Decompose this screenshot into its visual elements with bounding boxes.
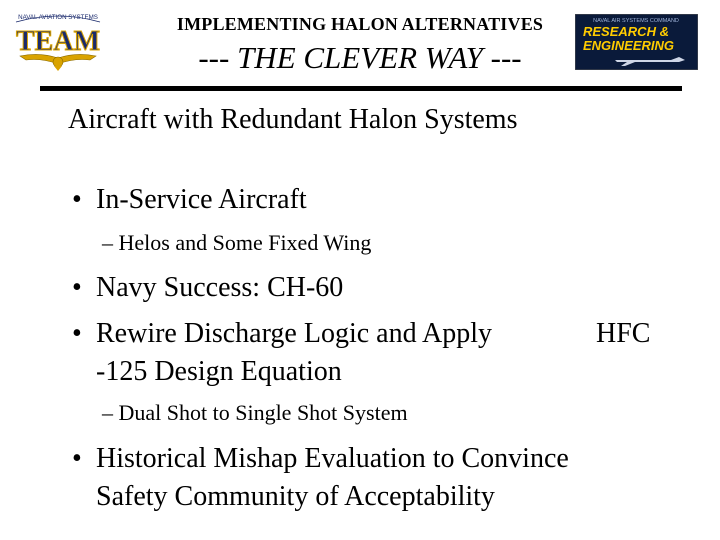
bullet-marker: • <box>72 272 82 303</box>
header-divider <box>40 86 682 91</box>
bullet-item-4 <box>72 440 569 516</box>
bullet-item-2 <box>72 269 343 307</box>
bullet-text-continued: -125 Design Equation <box>96 356 342 387</box>
header-title-line-2: --- THE CLEVER WAY --- <box>198 40 522 75</box>
bullet-text: Navy Success: CH-60 <box>96 272 344 303</box>
logo-top-text: NAVAL AIR SYSTEMS COMMAND <box>593 18 679 24</box>
slide-subtitle: Aircraft with Redundant Halon Systems <box>68 104 518 135</box>
logo-arc-text: NAVAL AVIATION SYSTEMS <box>18 14 98 21</box>
bullet-item-3 <box>72 315 672 391</box>
logo-engineering-text: ENGINEERING <box>583 38 675 53</box>
research-engineering-logo <box>575 14 698 70</box>
bullet-marker: • <box>72 184 82 215</box>
logo-research-text: RESEARCH & <box>583 24 669 39</box>
bullet-marker: • <box>72 443 82 474</box>
bullet-item-1 <box>72 181 307 219</box>
header-title-line-1: IMPLEMENTING HALON ALTERNATIVES <box>176 14 544 34</box>
bullet-text: In-Service Aircraft <box>96 184 307 215</box>
bullet-text-right: HFC <box>596 318 651 349</box>
sub-bullet-1: – Helos and Some Fixed Wing <box>102 230 372 255</box>
bullet-text: Rewire Discharge Logic and Apply <box>96 318 493 349</box>
logo-team-word: TEAM <box>16 26 100 57</box>
bullet-text: Historical Mishap Evaluation to Convince <box>96 443 569 474</box>
team-logo <box>10 8 106 72</box>
bullet-marker: • <box>72 318 82 349</box>
bullet-text-continued: Safety Community of Acceptability <box>96 481 495 512</box>
sub-bullet-3: – Dual Shot to Single Shot System <box>102 400 408 425</box>
